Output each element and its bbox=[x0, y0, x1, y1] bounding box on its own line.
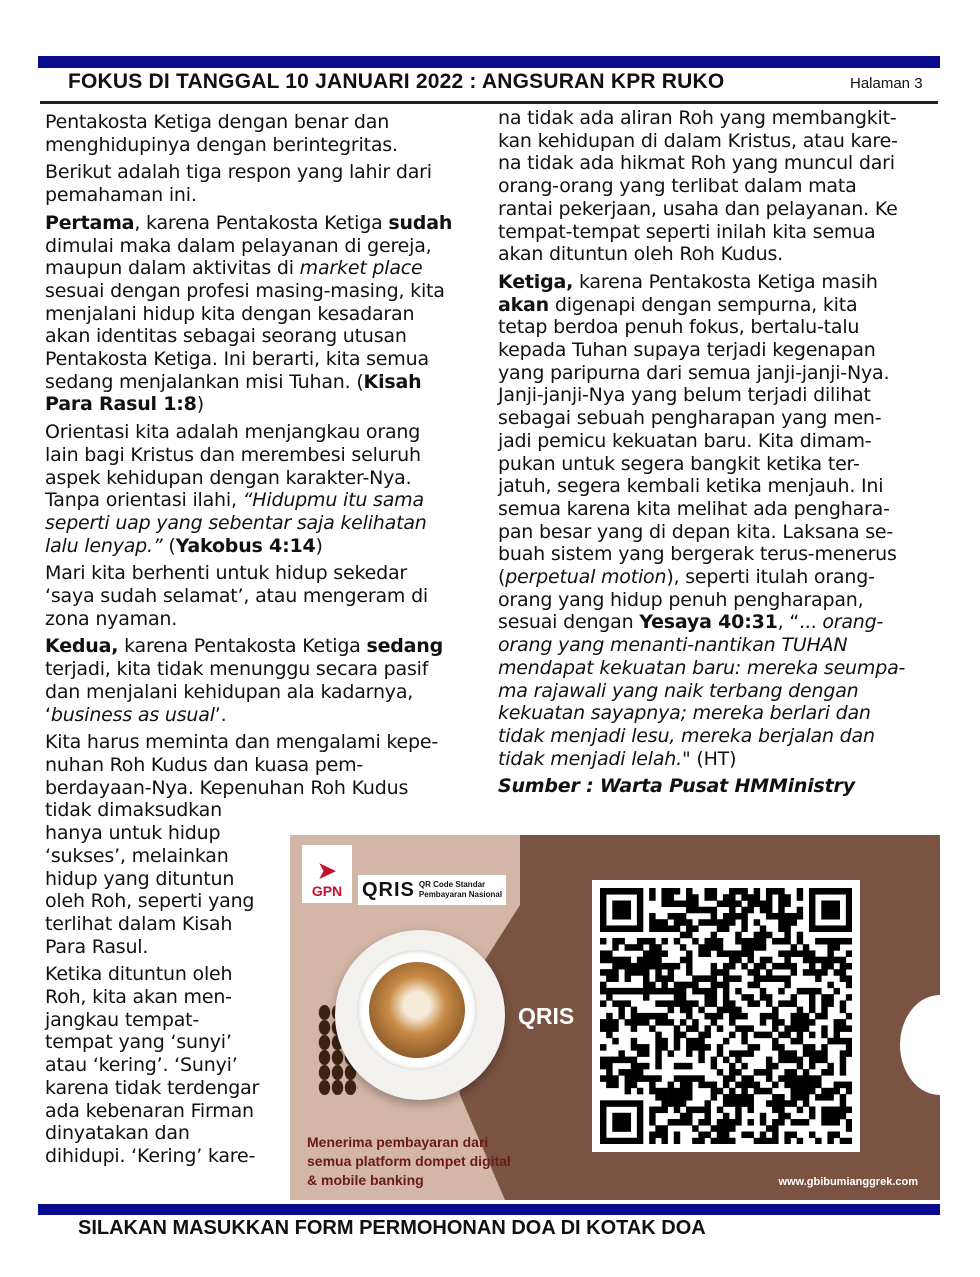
emphasized-text: Pertama bbox=[45, 211, 135, 234]
text-line bbox=[498, 748, 905, 771]
text-run: menghidupinya dengan berintegritas. bbox=[45, 133, 398, 156]
text-line bbox=[498, 339, 905, 362]
text-run: jangkau tempat- bbox=[45, 1008, 200, 1031]
emphasized-text: Kedua, bbox=[45, 635, 119, 658]
text-line bbox=[498, 498, 905, 521]
text-run: , karena Pentakosta Ketiga bbox=[134, 211, 389, 234]
emphasized-text: “Hidupmu itu sama bbox=[242, 489, 424, 512]
text-run: " (HT) bbox=[682, 747, 737, 770]
text-line bbox=[45, 257, 452, 280]
text-run: sebagai sebuah pengharapan yang men- bbox=[498, 407, 882, 430]
text-run: ada kebenaran Firman bbox=[45, 1099, 254, 1122]
text-line bbox=[45, 731, 452, 754]
ad-tagline bbox=[307, 1133, 511, 1190]
emphasized-text: lalu lenyap.” bbox=[45, 534, 163, 557]
text-run: digenapi dengan sempurna, kita bbox=[549, 293, 858, 316]
paragraph bbox=[45, 111, 452, 156]
text-run: Roh, kita akan men- bbox=[45, 986, 232, 1009]
emphasized-text: akan bbox=[498, 293, 550, 316]
text-run: Berikut adalah tiga respon yang lahir dari bbox=[45, 161, 432, 184]
text-line bbox=[498, 362, 905, 385]
text-line bbox=[498, 130, 905, 153]
text-line bbox=[45, 777, 452, 800]
text-run: sedang menjalankan misi Tuhan. ( bbox=[45, 370, 364, 393]
text-line bbox=[45, 184, 452, 207]
ad-tagline-line: & mobile banking bbox=[307, 1172, 424, 1188]
text-line bbox=[498, 657, 905, 680]
text-run: terlihat dalam Kisah bbox=[45, 912, 233, 935]
text-run: jadi pemicu kekuatan baru. Kita dimam- bbox=[498, 429, 872, 452]
text-run: kan kehidupan di dalam Kristus, atau kare- bbox=[498, 129, 898, 152]
text-run: na tidak ada aliran Roh yang membangkit- bbox=[498, 107, 897, 129]
text-line bbox=[498, 543, 905, 566]
text-line bbox=[45, 512, 452, 535]
text-run: akan identitas sebagai seorang utusan bbox=[45, 325, 407, 348]
text-line bbox=[498, 566, 905, 589]
text-line bbox=[498, 611, 905, 634]
text-run: semua karena kita melihat ada penghara- bbox=[498, 497, 890, 520]
text-line bbox=[498, 316, 905, 339]
text-line bbox=[45, 658, 452, 681]
text-run: sesuai dengan profesi masing-masing, kita bbox=[45, 279, 445, 302]
text-run: aspek kehidupan dengan karakter-Nya. bbox=[45, 466, 412, 489]
text-line bbox=[45, 704, 452, 727]
text-run: lain bagi Kristus dan merembesi seluruh bbox=[45, 443, 421, 466]
text-run: jatuh, segera kembali ketika menjauh. Ini bbox=[498, 475, 884, 498]
text-run: karena Pentakosta Ketiga bbox=[118, 635, 367, 658]
ad-tagline-line: Menerima pembayaran dari bbox=[307, 1134, 489, 1150]
text-line bbox=[498, 221, 905, 244]
qris-logo-mark: QRIS bbox=[362, 878, 415, 901]
text-run: Pentakosta Ketiga. Ini berarti, kita semua bbox=[45, 348, 429, 371]
text-run: na tidak ada hikmat Roh yang muncul dari bbox=[498, 152, 895, 175]
text-line bbox=[45, 348, 452, 371]
text-line bbox=[498, 725, 905, 748]
qris-sub-2: Pembayaran Nasional bbox=[418, 890, 503, 899]
text-run: Kita harus meminta dan mengalami kepe- bbox=[45, 731, 439, 754]
header-divider bbox=[40, 101, 938, 104]
text-line bbox=[45, 562, 452, 585]
text-run: akan dituntun oleh Roh Kudus. bbox=[498, 243, 784, 266]
text-run: pan besar yang di depan kita. Laksana se- bbox=[498, 520, 894, 543]
text-run: ( bbox=[498, 566, 506, 589]
text-run: maupun dalam aktivitas di bbox=[45, 257, 300, 280]
text-line bbox=[45, 212, 452, 235]
text-run: Ketika dituntun oleh bbox=[45, 963, 233, 986]
text-run: Tanpa orientasi ilahi, bbox=[45, 489, 243, 512]
qr-code[interactable] bbox=[592, 880, 860, 1152]
text-run: dihidupi. ‘Kering’ kare- bbox=[45, 1144, 256, 1167]
text-line bbox=[498, 430, 905, 453]
text-line bbox=[45, 111, 452, 134]
text-line bbox=[45, 585, 452, 608]
text-line bbox=[45, 235, 452, 258]
paragraph bbox=[45, 421, 452, 557]
text-run: ( bbox=[162, 534, 176, 557]
text-line bbox=[498, 453, 905, 476]
text-line bbox=[498, 152, 905, 175]
text-line bbox=[45, 489, 452, 512]
emphasized-text: Sumber : Warta Pusat HMMinistry bbox=[498, 775, 855, 798]
text-line bbox=[45, 535, 452, 558]
emphasized-text: tidak menjadi lelah. bbox=[498, 747, 682, 770]
emphasized-text: sudah bbox=[388, 211, 453, 234]
text-run: ’. bbox=[214, 703, 227, 726]
emphasized-text: business as usual bbox=[50, 703, 215, 726]
text-line bbox=[45, 444, 452, 467]
paragraph bbox=[498, 107, 905, 266]
right-column bbox=[498, 107, 905, 803]
emphasized-text: orang yang menanti-nantikan TUHAN bbox=[498, 634, 848, 657]
text-line bbox=[45, 134, 452, 157]
text-run: tetap berdoa penuh fokus, bertalu-talu bbox=[498, 316, 860, 339]
text-run: orang-orang yang terlibat dalam mata bbox=[498, 175, 857, 198]
text-line bbox=[45, 467, 452, 490]
text-run: pukan untuk segera bangkit ketika ter- bbox=[498, 452, 860, 475]
text-line bbox=[45, 161, 452, 184]
ad-logos bbox=[302, 845, 506, 903]
coffee-cup-image bbox=[335, 930, 505, 1100]
emphasized-text: perpetual motion bbox=[505, 566, 667, 589]
text-line bbox=[45, 608, 452, 631]
text-line bbox=[45, 799, 452, 822]
paragraph bbox=[45, 562, 452, 630]
website-url[interactable]: www.gbibumianggrek.com bbox=[778, 1176, 918, 1188]
text-run: dinyatakan dan bbox=[45, 1122, 190, 1145]
emphasized-text: kekuatan sayapnya; mereka berlari dan bbox=[498, 702, 871, 725]
emphasized-text: mendapat kekuatan baru: mereka seumpa- bbox=[498, 656, 906, 679]
page-title: FOKUS DI TANGGAL 10 JANUARI 2022 : ANGSURAN KPR RUKO bbox=[68, 70, 725, 93]
qris-label: QRIS bbox=[518, 1003, 575, 1029]
footer-bar bbox=[38, 1204, 940, 1215]
paragraph bbox=[45, 161, 452, 206]
text-line bbox=[498, 702, 905, 725]
text-line bbox=[498, 175, 905, 198]
text-run: kepada Tuhan supaya terjadi kegenapan bbox=[498, 339, 876, 362]
text-run: pemahaman ini. bbox=[45, 184, 197, 207]
text-line bbox=[498, 589, 905, 612]
text-run: dimulai maka dalam pelayanan di gereja, bbox=[45, 234, 432, 257]
text-run: dan menjalani kehidupan ala kadarnya, bbox=[45, 680, 414, 703]
text-run: tempat yang ‘sunyi’ bbox=[45, 1031, 232, 1054]
text-run: ‘sukses’, melainkan bbox=[45, 844, 229, 867]
footer-notice: SILAKAN MASUKKAN FORM PERMOHONAN DOA DI KOTAK DOA bbox=[78, 1217, 706, 1239]
text-line bbox=[45, 325, 452, 348]
text-line bbox=[498, 680, 905, 703]
text-line bbox=[45, 681, 452, 704]
paragraph bbox=[45, 212, 452, 416]
text-run: ) bbox=[196, 393, 204, 416]
text-line bbox=[45, 754, 452, 777]
text-line bbox=[498, 243, 905, 266]
text-run: tidak dimaksudkan bbox=[45, 799, 222, 822]
text-run: atau ‘kering’. ‘Sunyi’ bbox=[45, 1054, 238, 1077]
gpn-logo bbox=[302, 845, 352, 903]
text-line bbox=[498, 271, 905, 294]
text-run: hanya untuk hidup bbox=[45, 822, 221, 845]
text-run: karena Pentakosta Ketiga masih bbox=[573, 270, 878, 293]
text-line bbox=[498, 384, 905, 407]
text-run: Para Rasul. bbox=[45, 935, 149, 958]
text-line bbox=[45, 393, 452, 416]
emphasized-text: orang- bbox=[822, 611, 884, 634]
text-run: Pentakosta Ketiga dengan benar dan bbox=[45, 111, 390, 133]
text-run: tempat-tempat seperti inilah kita semua bbox=[498, 220, 876, 243]
ad-tagline-line: semua platform dompet digital bbox=[307, 1153, 511, 1169]
text-line bbox=[498, 407, 905, 430]
text-line bbox=[498, 198, 905, 221]
text-run: orang yang hidup penuh pengharapan, bbox=[498, 588, 864, 611]
text-run: ), seperti itulah orang- bbox=[666, 566, 875, 589]
text-run: hidup yang dituntun bbox=[45, 867, 235, 890]
text-run: ‘ bbox=[45, 703, 51, 726]
emphasized-text: ma rajawali yang naik terbang dengan bbox=[498, 679, 859, 702]
emphasized-text: sedang bbox=[366, 635, 444, 658]
text-run: yang paripurna dari semua janji-janji-Nya. bbox=[498, 361, 890, 384]
gpn-logo-text: GPN bbox=[311, 883, 343, 899]
text-line bbox=[498, 294, 905, 317]
paragraph bbox=[498, 271, 905, 770]
header-bar bbox=[38, 56, 940, 68]
text-line bbox=[45, 371, 452, 394]
text-run: oleh Roh, seperti yang bbox=[45, 890, 255, 913]
text-run: buah sistem yang bergerak terus-menerus bbox=[498, 543, 897, 566]
qris-advertisement bbox=[290, 835, 940, 1200]
text-line bbox=[498, 475, 905, 498]
text-line bbox=[45, 303, 452, 326]
paragraph bbox=[45, 635, 452, 726]
text-run: rantai pekerjaan, usaha dan pelayanan. Ke bbox=[498, 197, 898, 220]
paragraph bbox=[498, 775, 905, 798]
emphasized-text: Yesaya 40:31 bbox=[639, 611, 778, 634]
text-line bbox=[45, 421, 452, 444]
text-run: Mari kita berhenti untuk hidup sekedar bbox=[45, 562, 408, 585]
text-run: karena tidak terdengar bbox=[45, 1076, 260, 1099]
page-number: Halaman 3 bbox=[850, 75, 923, 92]
text-line bbox=[45, 280, 452, 303]
text-run: ‘saya sudah selamat’, atau mengeram di bbox=[45, 585, 429, 608]
emphasized-text: market place bbox=[299, 257, 423, 280]
qris-logo bbox=[358, 875, 506, 905]
text-line bbox=[498, 775, 905, 798]
text-run: berdayaan-Nya. Kepenuhan Roh Kudus bbox=[45, 776, 409, 799]
emphasized-text: seperti uap yang sebentar saja kelihatan bbox=[45, 511, 427, 534]
text-line bbox=[498, 107, 905, 130]
qr-code-pattern bbox=[600, 888, 852, 1144]
text-line bbox=[498, 634, 905, 657]
eagle-icon: ➤ bbox=[317, 858, 337, 883]
emphasized-text: tidak menjadi lesu, mereka berjalan dan bbox=[498, 724, 875, 747]
emphasized-text: Kisah bbox=[363, 370, 422, 393]
text-line bbox=[45, 635, 452, 658]
text-run: Orientasi kita adalah menjangkau orang bbox=[45, 421, 421, 444]
emphasized-text: Ketiga, bbox=[498, 270, 574, 293]
text-run: zona nyaman. bbox=[45, 607, 178, 630]
text-run: sesuai dengan bbox=[498, 611, 640, 634]
text-run: terjadi, kita tidak menunggu secara pasif bbox=[45, 658, 429, 681]
emphasized-text: Para Rasul 1:8 bbox=[45, 393, 197, 416]
text-run: , “... bbox=[777, 611, 823, 634]
emphasized-text: Yakobus 4:14 bbox=[175, 534, 316, 557]
qris-sub-1: QR Code Standar bbox=[418, 880, 486, 889]
text-run: Janji-janji-Nya yang belum terjadi dilihat bbox=[498, 384, 871, 407]
qris-logo-subtitle bbox=[419, 880, 502, 900]
text-run: menjalani hidup kita dengan kesadaran bbox=[45, 302, 415, 325]
text-line bbox=[498, 521, 905, 544]
text-run: nuhan Roh Kudus dan kuasa pem- bbox=[45, 753, 364, 776]
text-run: ) bbox=[315, 534, 323, 557]
